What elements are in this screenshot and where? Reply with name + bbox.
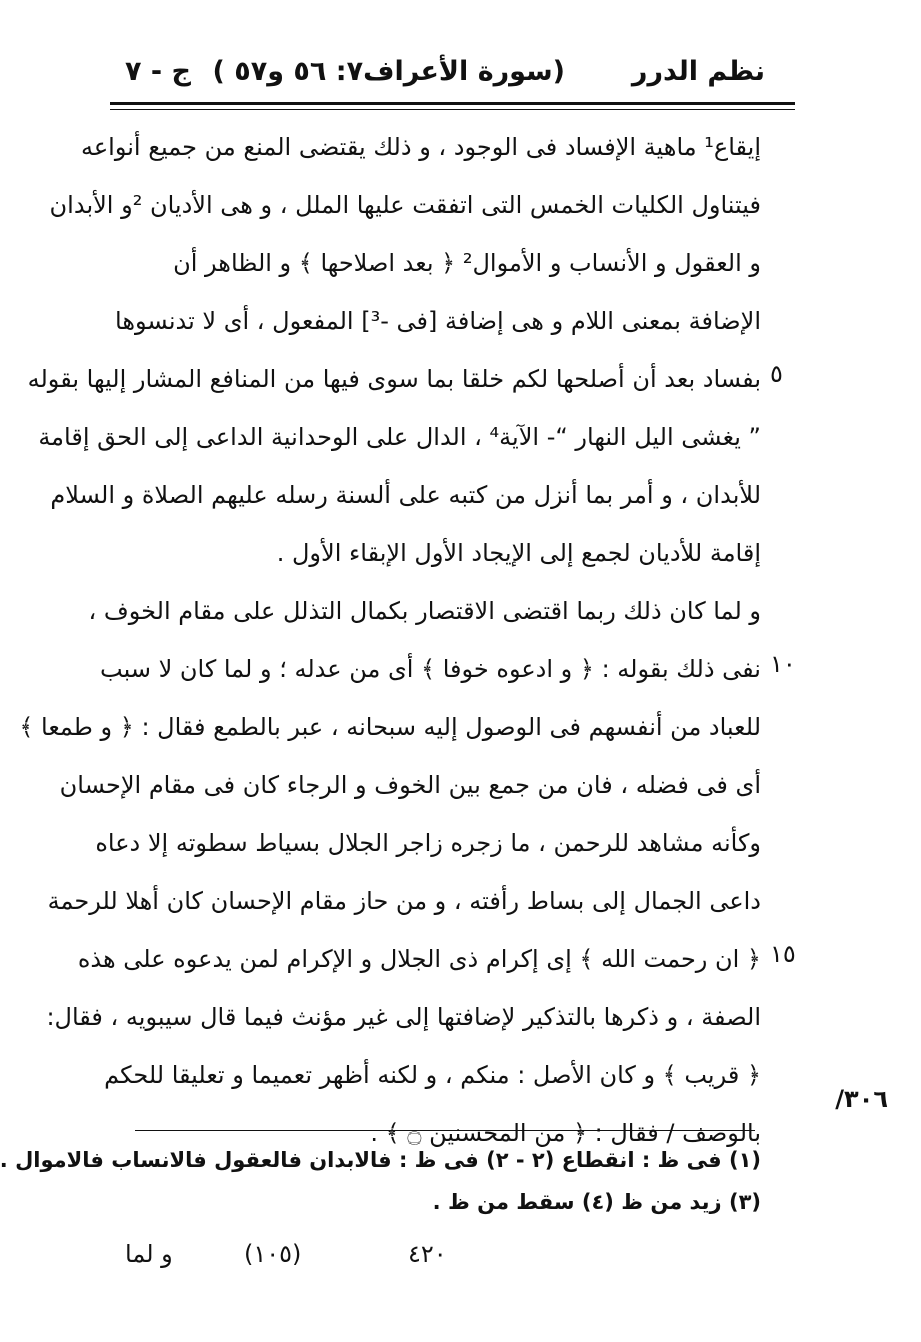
text-line: للأبدان ، و أمر بما أنزل من كتبه على ألسنة رسله عليهم الصلاة و السلام [50,481,761,509]
text-line: ﴿ قريب ﴾ و كان الأصل : منكم ، و لكنه أظهر تعميما و تعليقا للحكم [104,1061,761,1089]
surah-reference: (سورة الأعراف٧: ٥٦ و٥٧ ) [212,56,565,87]
volume-label: ج - ٧ [125,56,191,87]
text-line: و لما كان ذلك ربما اقتضى الاقتصار بكمال التذلل على مقام الخوف ، [88,597,761,625]
text-line: الصفة ، و ذكرها بالتذكير لإضافتها إلى غير مؤنث فيما قال سيبويه ، فقال: [46,1003,761,1031]
text-line: فيتناول الكليات الخمس التى اتفقت عليها الملل ، و هى الأديان ²و الأبدان [49,191,761,219]
text-line: ﴿ ان رحمت الله ﴾ إى إكرام ذى الجلال و الإكرام لمن يدعوه على هذه [77,945,761,973]
header-rule-thick [110,102,795,105]
text-line: وكأنه مشاهد للرحمن ، ما زجره زاجر الجلال بسياط سطوته إلا دعاه [95,829,761,857]
paragraph-reference: (١٠٥) [244,1240,302,1268]
line-number: ١٠ [770,650,796,678]
text-line: بالوصف / فقال : ﴿ من المحسنين ۝ ﴾ . [370,1119,761,1147]
line-number: ٥ [770,360,783,388]
footnote: (١) فى ظ : انقطاع (٢ - ٢) فى ظ : فالابدان فالعقول فالانساب فالاموال . [0,1148,761,1172]
catchword: و لما [125,1240,173,1268]
text-line: للعباد من أنفسهم فى الوصول إليه سبحانه ، عبر بالطمع فقال : ﴿ و طمعا ﴾ [19,713,761,741]
text-line: إقامة للأديان لجمع إلى الإيجاد الأول الإبقاء الأول . [276,539,761,567]
text-line: ” يغشى اليل النهار “- الآية⁴ ، الدال على الوحدانية الداعى إلى الحق إقامة [38,423,761,451]
header-rule-thin [110,109,795,110]
text-line: أى فى فضله ، فان من جمع بين الخوف و الرجاء كان فى مقام الإحسان [59,771,761,799]
text-line: إيقاع¹ ماهية الإفساد فى الوجود ، و ذلك يقتضى المنع من جميع أنواعه [80,133,761,161]
manuscript-folio-marker: ٣٠٦/ [835,1085,888,1113]
text-line: داعى الجمال إلى بساط رأفته ، و من حاز مقام الإحسان كان أهلا للرحمة [47,887,761,915]
footnote: (٣) زيد من ظ (٤) سقط من ظ . [432,1190,761,1214]
running-header [110,56,765,96]
text-line: و العقول و الأنساب و الأموال² ﴿ بعد اصلاحها ﴾ و الظاهر أن [173,249,761,277]
text-line: الإضافة بمعنى اللام و هى إضافة [فى -³] المفعول ، أى لا تدنسوها [115,307,761,335]
text-line: نفى ذلك بقوله : ﴿ و ادعوه خوفا ﴾ أى من عدله ؛ و لما كان لا سبب [100,655,761,683]
footnote-rule [135,1130,755,1131]
text-line: بفساد بعد أن أصلحها لكم خلقا بما سوى فيها من المنافع المشار إليها بقوله [27,365,761,393]
book-title: نظم الدرر [631,56,765,87]
page-number: ٤٢٠ [408,1240,447,1268]
line-number: ١٥ [770,940,796,968]
